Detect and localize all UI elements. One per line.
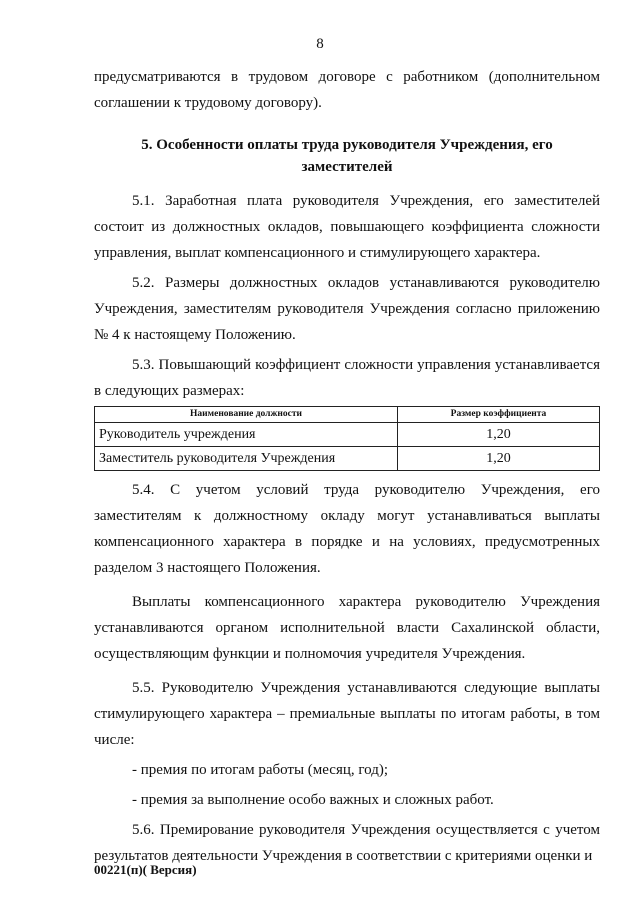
list-item: - премия за выполнение особо важных и сложных работ. (132, 792, 494, 808)
paragraph-5-6: 5.6. Премирование руководителя Учреждения осуществляется с учетом результатов деятельности Учреждения в соответствии с критериями оценки и (94, 822, 600, 864)
table-cell-position: Руководитель учреждения (95, 423, 398, 447)
paragraph-5-3: 5.3. Повышающий коэффициент сложности управления устанавливается в следующих размерах: (94, 357, 600, 399)
table-cell-position: Заместитель руководителя Учреждения (95, 447, 398, 471)
coefficient-table (94, 406, 600, 471)
section-heading-line1: 5. Особенности оплаты труда руководителя Учреждения, его (141, 137, 553, 153)
column-header-coefficient: Размер коэффициента (398, 407, 600, 423)
list-item: - премия по итогам работы (месяц, год); (132, 762, 389, 778)
table-cell-coefficient: 1,20 (398, 447, 600, 471)
document-body (94, 64, 600, 869)
intro-paragraph: предусматриваются в трудовом договоре с работником (дополнительном соглашении к трудовому договору). (94, 69, 600, 111)
table-row (95, 423, 600, 447)
page-number: 8 (316, 36, 324, 52)
column-header-position: Наименование должности (95, 407, 398, 423)
document-footer-code: 00221(п)( Версия) (94, 862, 197, 877)
table-header-row (95, 407, 600, 423)
paragraph-5-1: 5.1. Заработная плата руководителя Учреждения, его заместителей состоит из должностных окладов, повышающего коэффициента сложности управления, выплат компенсационного и стимулирующего характера. (94, 193, 600, 261)
table-row (95, 447, 600, 471)
table-cell-coefficient: 1,20 (398, 423, 600, 447)
paragraph-5-4: 5.4. С учетом условий труда руководителю Учреждения, его заместителям к должностному окладу могут устанавливаться выплаты компенсационного характера в порядке и на условиях, предусмотренных разделом 3 настоящего Положения. (94, 482, 600, 576)
paragraph-5-2: 5.2. Размеры должностных окладов устанавливаются руководителю Учреждения, заместителям руководителя Учреждения согласно приложению № 4 к настоящему Положению. (94, 275, 600, 343)
section-heading-line2: заместителей (301, 159, 393, 175)
paragraph-5-5: 5.5. Руководителю Учреждения устанавливаются следующие выплаты стимулирующего характера – премиальные выплаты по итогам работы, в том числе: (94, 680, 600, 748)
paragraph-compensation: Выплаты компенсационного характера руководителю Учреждения устанавливаются органом исполнительной власти Сахалинской области, осуществляющим функции и полномочия учредителя Учреждения. (94, 594, 600, 662)
